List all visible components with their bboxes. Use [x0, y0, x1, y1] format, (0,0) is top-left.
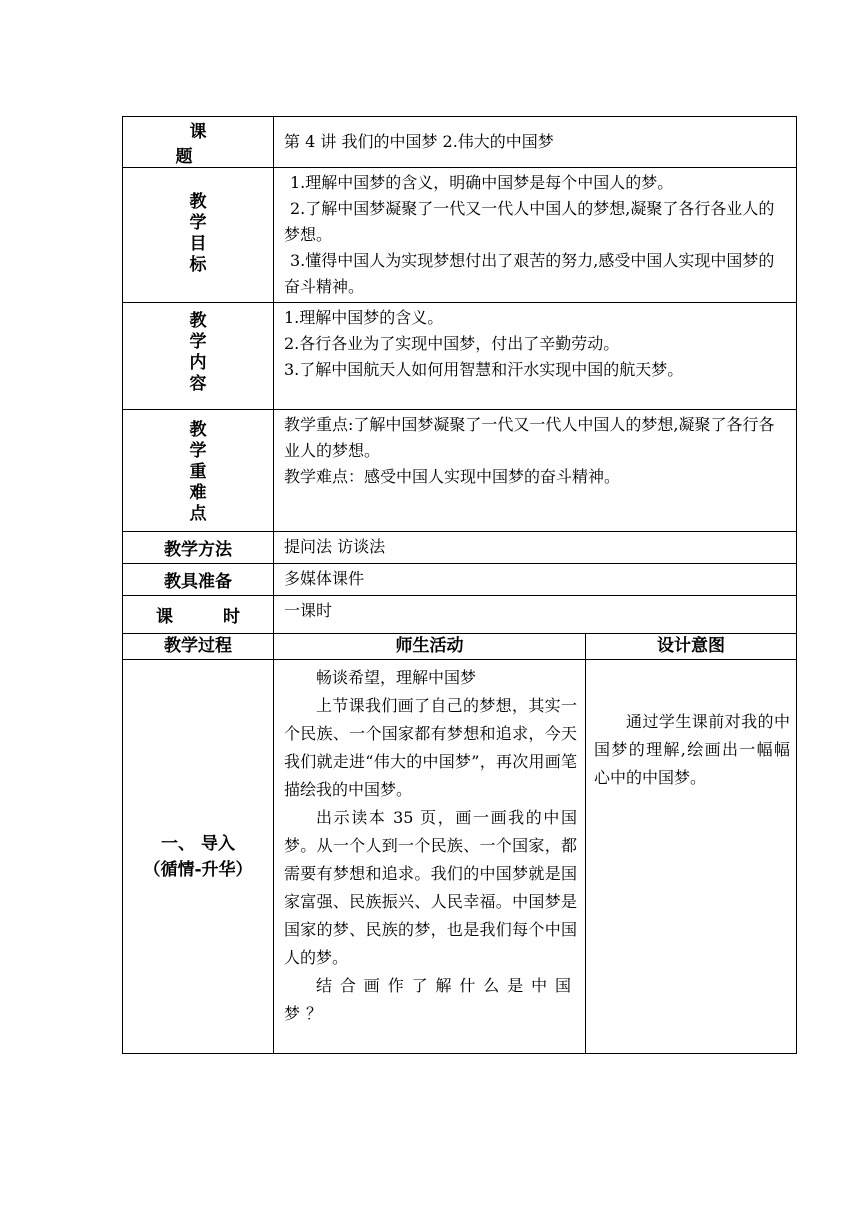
hours-row	[123, 596, 797, 634]
intent-text: 通过学生课前对我的中国梦的理解,绘画出一幅幅心中的中国梦。	[594, 712, 791, 787]
process-intro-row	[123, 660, 797, 1054]
process-header-stage: 教学过程	[123, 634, 274, 660]
process-header-row	[123, 634, 797, 660]
method-value: 提问法 访谈法	[274, 532, 797, 564]
process-header-intent: 设计意图	[586, 634, 797, 660]
content-item: 1.理解中国梦的含义。	[284, 308, 444, 327]
key-point-item: 教学重点:了解中国梦凝聚了一代又一代人中国人的梦想,凝聚了各行各业人的梦想。	[284, 415, 775, 460]
key-points-label: 教 学 重 难 点	[123, 410, 274, 532]
lesson-plan-table	[122, 116, 797, 1054]
content-item: 3.了解中国航天人如何用智慧和汗水实现中国的航天梦。	[284, 360, 684, 379]
hours-value: 一课时	[274, 596, 797, 634]
content-item: 2.各行各业为了实现中国梦，付出了辛勤劳动。	[284, 334, 620, 353]
topic-row	[123, 117, 797, 168]
content-row	[123, 303, 797, 410]
activity-paragraph: 结合画作了解什么是中国梦？	[284, 976, 577, 1023]
process-header-activity: 师生活动	[274, 634, 586, 660]
goal-item: 2.了解中国梦凝聚了一代又一代人中国人的梦想,凝聚了各行各业人的梦想。	[284, 199, 775, 244]
content-label: 教 学 内 容	[123, 303, 274, 410]
hours-label: 课 时	[123, 596, 274, 634]
activity-paragraph: 上节课我们画了自己的梦想，其实一个民族、一个国家都有梦想和追求，今天我们就走进“伟大的中国梦”，再次用画笔描绘我的中国梦。	[284, 696, 577, 799]
method-row	[123, 532, 797, 564]
intent-cell	[586, 660, 797, 1054]
topic-label: 课 题	[123, 117, 274, 168]
key-points-content	[274, 410, 797, 532]
tools-row	[123, 564, 797, 596]
activity-title: 畅谈希望，理解中国梦	[316, 668, 477, 687]
topic-value: 第 4 讲 我们的中国梦 2.伟大的中国梦	[274, 117, 797, 168]
tools-value: 多媒体课件	[274, 564, 797, 596]
goals-label: 教 学 目 标	[123, 168, 274, 303]
difficulty-item: 教学难点：感受中国人实现中国梦的奋斗精神。	[284, 467, 621, 486]
goals-row	[123, 168, 797, 303]
goal-item: 3.懂得中国人为实现梦想付出了艰苦的努力,感受中国人实现中国梦的奋斗精神。	[284, 251, 775, 296]
goal-item: 1.理解中国梦的含义，明确中国梦是每个中国人的梦。	[290, 173, 674, 192]
activity-paragraph: 出示读本 35 页，画一画我的中国梦。从一个人到一个民族、一个国家，都需要有梦想和追求。我们的中国梦就是国家富强、民族振兴、人民幸福。中国梦是国家的梦、民族的梦，也是我们每个中国人的梦。	[284, 808, 577, 967]
stage-title: 一、 导入	[161, 833, 235, 854]
goals-content	[274, 168, 797, 303]
key-points-row	[123, 410, 797, 532]
method-label: 教学方法	[123, 532, 274, 564]
stage-subtitle: （循情-升华）	[143, 859, 253, 880]
activity-cell	[274, 660, 586, 1054]
content-items	[274, 303, 797, 410]
tools-label: 教具准备	[123, 564, 274, 596]
stage-label	[123, 660, 274, 1054]
